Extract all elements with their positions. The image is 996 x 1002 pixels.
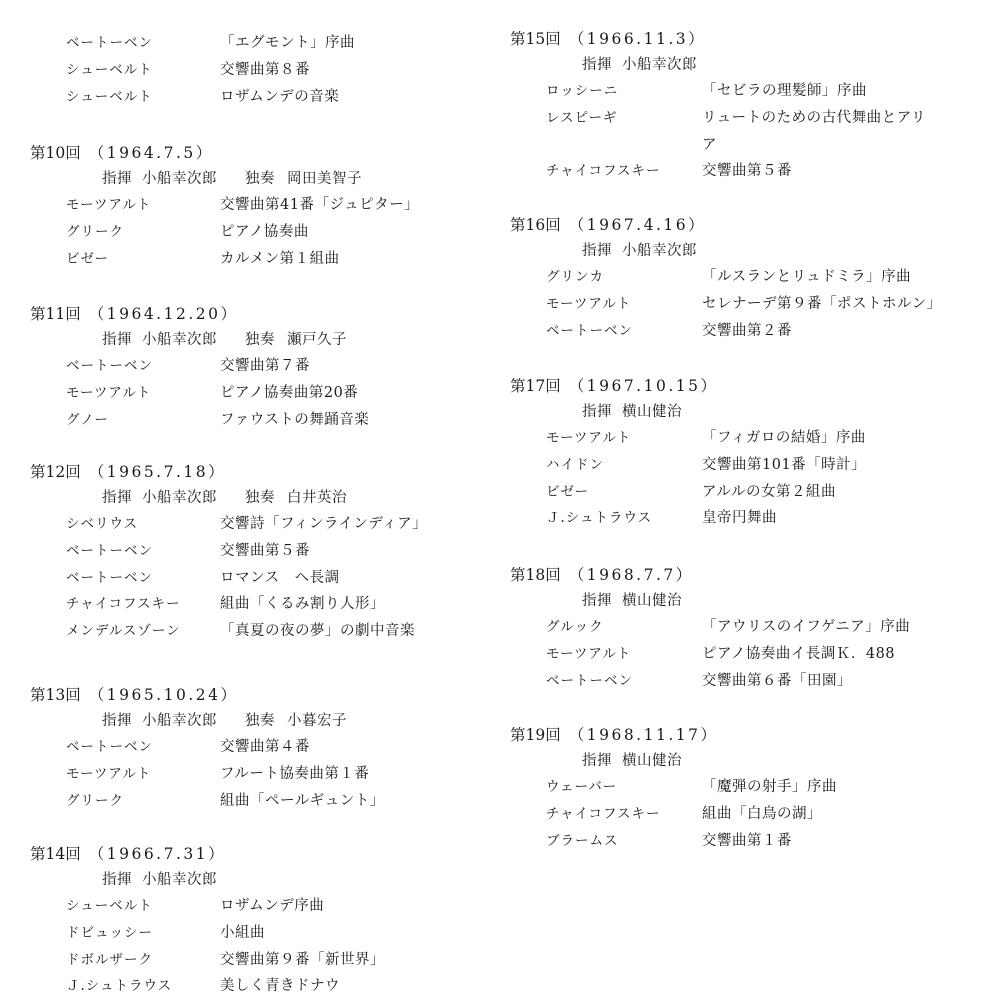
- soloist-name: 白井英治: [287, 490, 347, 506]
- program-item: [30, 380, 490, 407]
- program-item: [510, 801, 980, 828]
- concert-heading: [30, 682, 490, 708]
- conductor-role: 指揮: [582, 753, 612, 769]
- work-title: 交響曲第２番: [702, 322, 792, 339]
- soloist-role: 独奏: [245, 490, 275, 506]
- program-item: [510, 641, 980, 668]
- concert-number: 第16回: [510, 216, 561, 234]
- concert-date: （1967.10.15）: [568, 377, 719, 395]
- concert-block: [30, 682, 490, 814]
- program-item: [30, 353, 490, 380]
- work-title: 組曲「ペールギュント」: [220, 792, 385, 809]
- soloist-role: 独奏: [245, 171, 275, 187]
- concert-block: [510, 212, 980, 344]
- program-item: [510, 479, 980, 506]
- work-title: 交響曲第７番: [220, 358, 310, 374]
- program-item: [510, 158, 980, 185]
- concert-date: （1966.11.3）: [568, 30, 707, 48]
- work-title: 「真夏の夜の夢」の劇中音楽: [220, 623, 415, 640]
- composer-name: ベートーベン: [66, 35, 153, 51]
- work-title: 交響曲第５番: [220, 542, 310, 559]
- program-item: [30, 538, 490, 565]
- program-item: [510, 318, 980, 345]
- work-title: 交響曲第６番「田園」: [702, 672, 852, 689]
- composer-name: ベートーベン: [66, 739, 153, 755]
- work-title: 小組曲: [220, 924, 265, 941]
- conductor-role: 指揮: [102, 332, 132, 348]
- work-title: リュートのための古代舞曲とアリ: [702, 109, 926, 126]
- program-item: [510, 425, 980, 452]
- program-item: [510, 828, 980, 855]
- concert-date: （1967.4.16）: [568, 216, 707, 234]
- concert-heading: [510, 212, 980, 238]
- work-title: 「フィガロの結婚」序曲: [702, 430, 866, 446]
- composer-name: ビゼー: [546, 483, 589, 500]
- work-title: 皇帝円舞曲: [702, 510, 777, 527]
- work-title: 交響曲第１番: [702, 832, 792, 849]
- composer-name: ブラームス: [546, 832, 619, 849]
- concert-number: 第14回: [30, 845, 81, 863]
- concert-number: 第15回: [510, 30, 561, 48]
- composer-name: モーツアルト: [66, 384, 152, 401]
- conductor-role: 指揮: [582, 57, 612, 73]
- concert-date: （1964.7.5）: [88, 144, 214, 162]
- program-item: [510, 774, 980, 801]
- work-title: セレナーデ第９番「ポストホルン」: [702, 295, 942, 312]
- work-title: ピアノ協奏曲第20番: [220, 384, 359, 401]
- composer-name: モーツアルト: [546, 295, 632, 312]
- program-item: [30, 973, 490, 1000]
- performers-line: [510, 748, 980, 774]
- composer-name: Ｊ.シュトラウス: [66, 978, 173, 995]
- conductor-role: 指揮: [102, 872, 132, 888]
- work-title: ピアノ協奏曲: [220, 223, 309, 240]
- composer-name: レスピーギ: [546, 109, 618, 126]
- concert-heading: [30, 301, 490, 327]
- work-title: 「エグモント」序曲: [220, 35, 355, 51]
- work-title: 「ルスランとリュドミラ」序曲: [702, 269, 912, 285]
- concert-block: [30, 459, 490, 645]
- work-title: 「セビラの理髪師」序曲: [702, 83, 867, 99]
- performers-line: [30, 708, 490, 734]
- program-item: [30, 893, 490, 920]
- composer-name: ビゼー: [66, 250, 109, 267]
- concert-date: （1964.12.20）: [88, 305, 239, 323]
- composer-name: グリーク: [66, 792, 124, 809]
- conductor-role: 指揮: [102, 713, 132, 729]
- performers-line: [30, 485, 490, 511]
- concert-date: （1966.7.31）: [88, 845, 227, 863]
- concert-heading: [30, 140, 490, 166]
- conductor-name: 小船幸次郎: [142, 872, 217, 888]
- composer-name: グルック: [546, 619, 604, 635]
- soloist-role: 独奏: [245, 713, 275, 729]
- work-title: ロザムンデ序曲: [220, 898, 325, 914]
- conductor-name: 小船幸次郎: [622, 57, 697, 73]
- composer-name: ベートーベン: [66, 569, 153, 586]
- performers-line: [30, 166, 490, 192]
- composer-name: ハイドン: [546, 456, 604, 473]
- concert-heading: [510, 562, 980, 588]
- work-title: アルルの女第２組曲: [702, 483, 837, 500]
- conductor-name: 横山健治: [622, 593, 682, 609]
- concert-number: 第18回: [510, 566, 561, 584]
- composer-name: シベリウス: [66, 516, 139, 532]
- conductor-role: 指揮: [582, 404, 612, 420]
- program-item: [30, 30, 490, 57]
- composer-name: シューベルト: [66, 898, 153, 914]
- program-item: [30, 920, 490, 947]
- performers-line: [510, 52, 980, 78]
- conductor-name: 小船幸次郎: [142, 490, 217, 506]
- concert-block: [510, 722, 980, 854]
- conductor-name: 横山健治: [622, 753, 682, 769]
- conductor-name: 小船幸次郎: [142, 171, 217, 187]
- conductor-role: 指揮: [582, 593, 612, 609]
- conductor-role: 指揮: [102, 490, 132, 506]
- composer-name: モーツアルト: [66, 197, 152, 213]
- program-item: [30, 84, 490, 111]
- composer-name: ロッシーニ: [546, 83, 619, 99]
- concert-date: （1968.11.17）: [568, 726, 719, 744]
- work-title: 交響曲第５番: [702, 162, 792, 179]
- composer-name: ベートーベン: [546, 322, 633, 339]
- conductor-name: 小船幸次郎: [142, 332, 217, 348]
- program-item: [510, 505, 980, 532]
- program-item: [30, 192, 490, 219]
- work-title: 組曲「白鳥の湖」: [702, 805, 822, 822]
- composer-name: メンデルスゾーン: [66, 623, 181, 640]
- soloist-name: 瀬戸久子: [287, 332, 347, 348]
- conductor-role: 指揮: [582, 243, 612, 259]
- work-title: 「魔弾の射手」序曲: [702, 779, 837, 795]
- soloist-name: 岡田美智子: [287, 171, 362, 187]
- program-item: [30, 947, 490, 974]
- program-item: [510, 668, 980, 695]
- concert-number: 第12回: [30, 463, 81, 481]
- work-title: 「アウリスのイフゲニア」序曲: [702, 619, 911, 635]
- work-title: 組曲「くるみ割り人形」: [220, 596, 385, 613]
- program-item: [30, 734, 490, 761]
- composer-name: ドボルザーク: [66, 951, 153, 968]
- program-item: [30, 246, 490, 273]
- conductor-name: 小船幸次郎: [622, 243, 697, 259]
- composer-name: チャイコフスキー: [546, 162, 661, 179]
- composer-name: ベートーベン: [546, 672, 633, 689]
- work-title: ロザムンデの音楽: [220, 88, 340, 105]
- work-title: 交響詩「フィンラインディア」: [220, 516, 428, 532]
- composer-name: ベートーベン: [66, 358, 153, 374]
- concert-block: [30, 30, 490, 110]
- composer-name: ベートーベン: [66, 542, 153, 559]
- composer-name: モーツアルト: [546, 430, 632, 446]
- program-item-continuation: [510, 132, 980, 158]
- program-item: [30, 761, 490, 788]
- composer-name: Ｊ.シュトラウス: [546, 510, 653, 527]
- work-title: ピアノ協奏曲イ長調Ｋ．488: [702, 645, 896, 662]
- performers-line: [510, 399, 980, 425]
- conductor-name: 小船幸次郎: [142, 713, 217, 729]
- conductor-name: 横山健治: [622, 404, 682, 420]
- program-item: [30, 407, 490, 434]
- work-title: 美しく青きドナウ: [220, 978, 340, 995]
- concert-date: （1965.7.18）: [88, 463, 227, 481]
- program-item: [510, 452, 980, 479]
- composer-name: グリンカ: [546, 269, 604, 285]
- work-title: 交響曲第８番: [220, 61, 310, 78]
- concert-block: [510, 562, 980, 694]
- composer-name: グノー: [66, 411, 109, 428]
- concert-number: 第19回: [510, 726, 561, 744]
- work-title: ロマンス ヘ長調: [220, 569, 340, 586]
- program-item: [30, 618, 490, 645]
- program-item: [510, 78, 980, 105]
- concert-heading: [510, 722, 980, 748]
- concert-block: [30, 841, 490, 1000]
- program-item: [30, 565, 490, 592]
- program-item: [30, 219, 490, 246]
- composer-name: ウェーバー: [546, 779, 618, 795]
- program-item: [30, 511, 490, 538]
- concert-heading: [30, 841, 490, 867]
- concert-heading: [510, 373, 980, 399]
- concert-heading: [30, 459, 490, 485]
- composer-name: モーツアルト: [66, 765, 152, 782]
- concert-block: [510, 26, 980, 184]
- work-title: 交響曲第101番「時計」: [702, 456, 867, 473]
- program-item: [510, 105, 980, 132]
- performers-line: [30, 327, 490, 353]
- concert-block: [30, 140, 490, 272]
- work-title: 交響曲第41番「ジュピター」: [220, 197, 420, 213]
- program-item: [510, 291, 980, 318]
- program-item: [510, 614, 980, 641]
- concert-heading: [510, 26, 980, 52]
- concert-number: 第13回: [30, 686, 81, 704]
- work-title: カルメン第１組曲: [220, 250, 340, 267]
- concert-number: 第17回: [510, 377, 561, 395]
- concert-date: （1965.10.24）: [88, 686, 239, 704]
- composer-name: シューベルト: [66, 61, 153, 78]
- concert-block: [30, 301, 490, 433]
- performers-line: [510, 588, 980, 614]
- soloist-role: 独奏: [245, 332, 275, 348]
- soloist-name: 小暮宏子: [287, 713, 347, 729]
- work-title: ファウストの舞踊音楽: [220, 411, 370, 428]
- composer-name: モーツアルト: [546, 645, 632, 662]
- concert-number: 第11回: [30, 305, 81, 323]
- composer-name: シューベルト: [66, 88, 153, 105]
- composer-name: ドビュッシー: [66, 924, 153, 941]
- composer-name: チャイコフスキー: [546, 805, 661, 822]
- performers-line: [30, 867, 490, 893]
- work-title: 交響曲第４番: [220, 739, 310, 755]
- conductor-role: 指揮: [102, 171, 132, 187]
- program-item: [30, 57, 490, 84]
- work-title-continuation: ア: [702, 136, 717, 153]
- performers-line: [510, 238, 980, 264]
- concert-date: （1968.7.7）: [568, 566, 694, 584]
- concert-block: [510, 373, 980, 532]
- program-item: [510, 264, 980, 291]
- composer-name: グリーク: [66, 223, 124, 240]
- concert-number: 第10回: [30, 144, 81, 162]
- work-title: 交響曲第９番「新世界」: [220, 951, 385, 968]
- program-item: [30, 591, 490, 618]
- work-title: フルート協奏曲第１番: [220, 765, 370, 782]
- program-item: [30, 788, 490, 815]
- composer-name: チャイコフスキー: [66, 596, 181, 613]
